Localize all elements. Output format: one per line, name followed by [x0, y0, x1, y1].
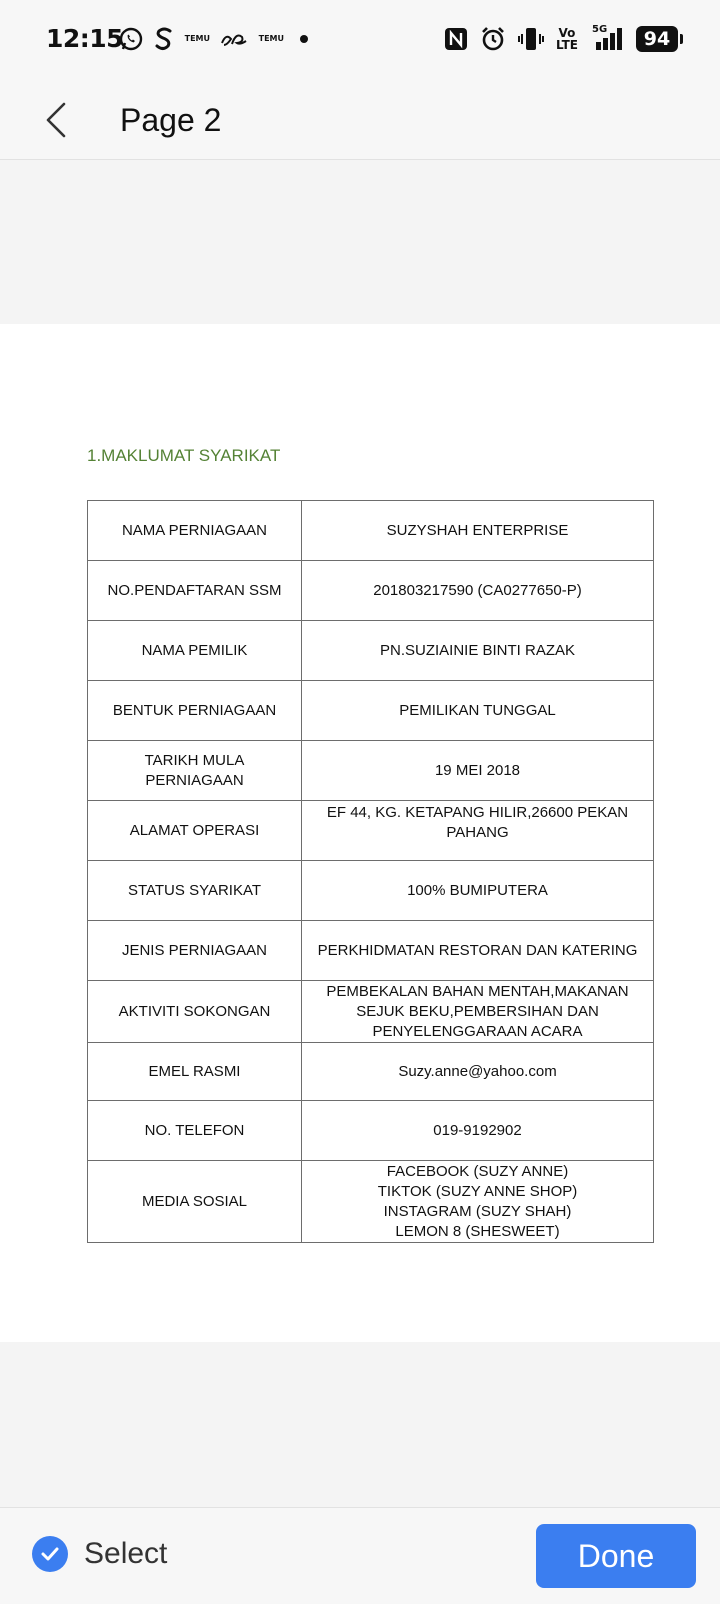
whatsapp-icon [118, 26, 144, 52]
nfc-icon [444, 27, 468, 51]
temu-icon-2 [258, 35, 284, 43]
table-row [88, 501, 654, 561]
s-app-icon [154, 26, 174, 52]
row-label: TARIKH MULA PERNIAGAAN [88, 741, 302, 801]
value-line: TIKTOK (SUZY ANNE SHOP) [377, 1182, 578, 1200]
table-row [88, 801, 654, 861]
row-label: JENIS PERNIAGAAN [88, 921, 302, 981]
bottom-bar [0, 1507, 720, 1604]
app-header [0, 80, 720, 160]
row-value: Suzy.anne@yahoo.com [302, 1043, 654, 1101]
value-line: LEMON 8 (SHESWEET) [395, 1222, 560, 1240]
row-label: BENTUK PERNIAGAAN [88, 681, 302, 741]
row-label: EMEL RASMI [88, 1043, 302, 1101]
temu-label: TEMU [258, 34, 284, 43]
row-value [302, 981, 654, 1043]
company-info-table [87, 500, 654, 1243]
vibrate-icon [518, 26, 544, 52]
more-notifications-dot [300, 35, 308, 43]
row-value: 201803217590 (CA0277650-P) [302, 561, 654, 621]
volte-top: Vo [558, 26, 576, 40]
page-title: Page 2 [120, 102, 222, 138]
back-arrow-icon [42, 100, 70, 140]
signal-icon [590, 26, 624, 52]
row-label: ALAMAT OPERASI [88, 801, 302, 861]
row-label: NAMA PERNIAGAAN [88, 501, 302, 561]
row-label: NAMA PEMILIK [88, 621, 302, 681]
row-value [302, 801, 654, 861]
temu-icon [184, 35, 210, 43]
row-label: NO. TELEFON [88, 1101, 302, 1161]
checkmark-icon[interactable] [32, 1536, 68, 1572]
document-page[interactable] [0, 324, 720, 1342]
value-line: FACEBOOK (SUZY ANNE) [386, 1162, 569, 1180]
aliexpress-icon [220, 29, 248, 49]
notification-icons [118, 26, 308, 52]
value-line: PENYELENGGARAAN ACARA [372, 1022, 583, 1040]
row-label: AKTIVITI SOKONGAN [88, 981, 302, 1043]
volte-icon [556, 27, 578, 51]
table-row [88, 621, 654, 681]
value-line: PAHANG [446, 824, 509, 841]
row-label: STATUS SYARIKAT [88, 861, 302, 921]
table-row [88, 561, 654, 621]
table-row [88, 741, 654, 801]
battery-indicator: 94 [636, 26, 678, 52]
temu-label: TEMU [184, 34, 210, 43]
network-type: 5G [592, 24, 608, 35]
value-line: INSTAGRAM (SUZY SHAH) [383, 1202, 572, 1220]
table-row [88, 1161, 654, 1243]
row-value: PERKHIDMATAN RESTORAN DAN KATERING [302, 921, 654, 981]
section-heading: 1.MAKLUMAT SYARIKAT [87, 446, 281, 465]
select-toggle[interactable] [32, 1536, 167, 1572]
value-line: EF 44, KG. KETAPANG HILIR,26600 PEKAN [326, 804, 629, 821]
table-row [88, 981, 654, 1043]
value-line: PEMBEKALAN BAHAN MENTAH,MAKANAN [326, 982, 629, 1000]
row-value: 100% BUMIPUTERA [302, 861, 654, 921]
table-row [88, 861, 654, 921]
row-value: PN.SUZIAINIE BINTI RAZAK [302, 621, 654, 681]
alarm-icon [480, 26, 506, 52]
back-button[interactable] [28, 92, 84, 148]
system-icons [444, 26, 678, 52]
value-line: SEJUK BEKU,PEMBERSIHAN DAN [356, 1002, 599, 1020]
table-row [88, 921, 654, 981]
row-value: 19 MEI 2018 [302, 741, 654, 801]
row-label: MEDIA SOSIAL [88, 1161, 302, 1243]
table-row [88, 1101, 654, 1161]
volte-bottom: LTE [555, 38, 578, 52]
row-value: PEMILIKAN TUNGGAL [302, 681, 654, 741]
row-value: 019-9192902 [302, 1101, 654, 1161]
table-row [88, 1043, 654, 1101]
row-label: NO.PENDAFTARAN SSM [88, 561, 302, 621]
select-label: Select [84, 1537, 168, 1570]
row-value [302, 1161, 654, 1243]
table-row [88, 681, 654, 741]
status-bar [0, 0, 720, 80]
done-button[interactable]: Done [536, 1524, 696, 1588]
clock: 12:15 [46, 24, 124, 53]
document-viewer[interactable] [0, 161, 720, 1507]
row-value: SUZYSHAH ENTERPRISE [302, 501, 654, 561]
